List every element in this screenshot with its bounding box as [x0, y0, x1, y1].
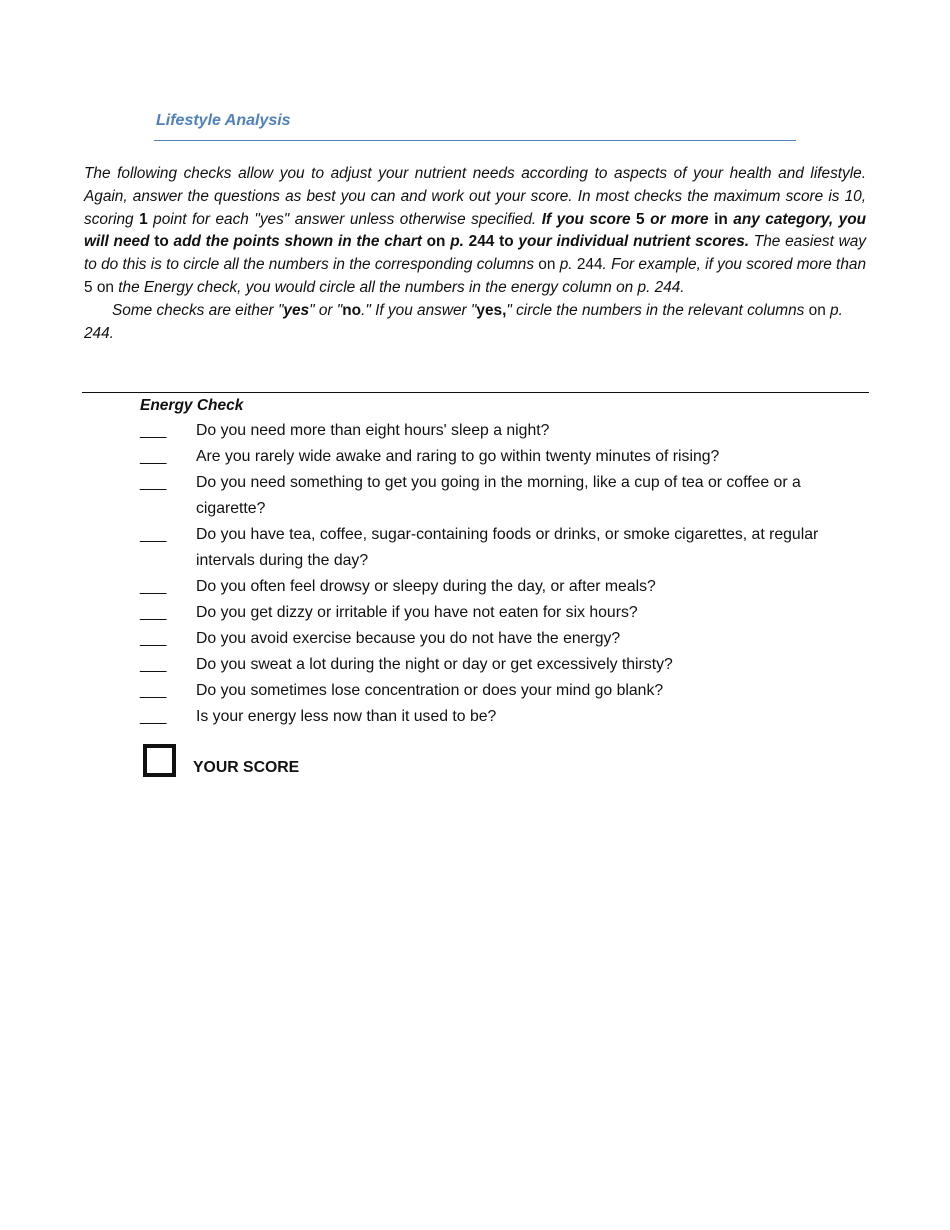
- question-row: [140, 678, 860, 704]
- question-text: Is your energy less now than it used to be?: [196, 708, 497, 725]
- title-divider: [154, 140, 796, 141]
- question-text: Are you rarely wide awake and raring to go within twenty minutes of rising?: [196, 448, 720, 465]
- section-divider: [82, 392, 869, 393]
- question-row: [140, 444, 860, 470]
- answer-blank[interactable]: ___: [140, 422, 167, 439]
- question-row: [140, 626, 860, 652]
- intro-paragraph-2: Some checks are either "yes" or "no." If you answer "yes," circle the numbers in the relevant columns on p. 244.: [84, 301, 843, 342]
- energy-check-section: [140, 394, 860, 777]
- question-text: Do you need something to get you going in the morning, like a cup of tea or coffee or a cigarette?: [196, 474, 801, 517]
- answer-blank[interactable]: ___: [140, 448, 167, 465]
- answer-blank[interactable]: ___: [140, 578, 167, 595]
- answer-blank[interactable]: ___: [140, 630, 167, 647]
- intro-paragraph-1: The following checks allow you to adjust your nutrient needs according to aspects of your health and lifestyle. Again, answer the questions as best you can and work out your score. In most checks the maximum score is 10, scoring 1 point for each "yes" answer unless otherwise specified. If you score 5 or more in any category, you will need to add the points shown in the chart on p. 244 to your individual nutrient scores. The easiest way to do this is to circle all the numbers in the corresponding columns on p. 244. For example, if you scored more than 5 on the Energy check, you would circle all the numbers in the energy column on p. 244.: [84, 165, 867, 296]
- answer-blank[interactable]: ___: [140, 604, 167, 621]
- question-row: [140, 574, 860, 600]
- question-row: [140, 418, 860, 444]
- question-text: Do you sweat a lot during the night or day or get excessively thirsty?: [196, 656, 673, 673]
- page-title: Lifestyle Analysis: [156, 112, 291, 129]
- question-row: [140, 652, 860, 678]
- energy-check-title: Energy Check: [140, 397, 244, 414]
- answer-blank[interactable]: ___: [140, 656, 167, 673]
- question-text: Do you get dizzy or irritable if you have not eaten for six hours?: [196, 604, 638, 621]
- question-text: Do you need more than eight hours' sleep a night?: [196, 422, 550, 439]
- question-row: [140, 522, 860, 574]
- answer-blank[interactable]: ___: [140, 708, 167, 725]
- question-text: Do you sometimes lose concentration or does your mind go blank?: [196, 682, 664, 699]
- question-text: Do you have tea, coffee, sugar-containing foods or drinks, or smoke cigarettes, at regular intervals during the day?: [196, 526, 819, 569]
- answer-blank[interactable]: ___: [140, 474, 167, 491]
- answer-blank[interactable]: ___: [140, 526, 167, 543]
- question-row: [140, 704, 860, 730]
- score-row: [140, 744, 860, 777]
- question-text: Do you avoid exercise because you do not have the energy?: [196, 630, 621, 647]
- question-text: Do you often feel drowsy or sleepy during the day, or after meals?: [196, 578, 656, 595]
- intro-text: [84, 163, 866, 345]
- score-box[interactable]: [143, 744, 176, 777]
- answer-blank[interactable]: ___: [140, 682, 167, 699]
- question-row: [140, 470, 860, 522]
- score-label: YOUR SCORE: [193, 758, 300, 776]
- question-row: [140, 600, 860, 626]
